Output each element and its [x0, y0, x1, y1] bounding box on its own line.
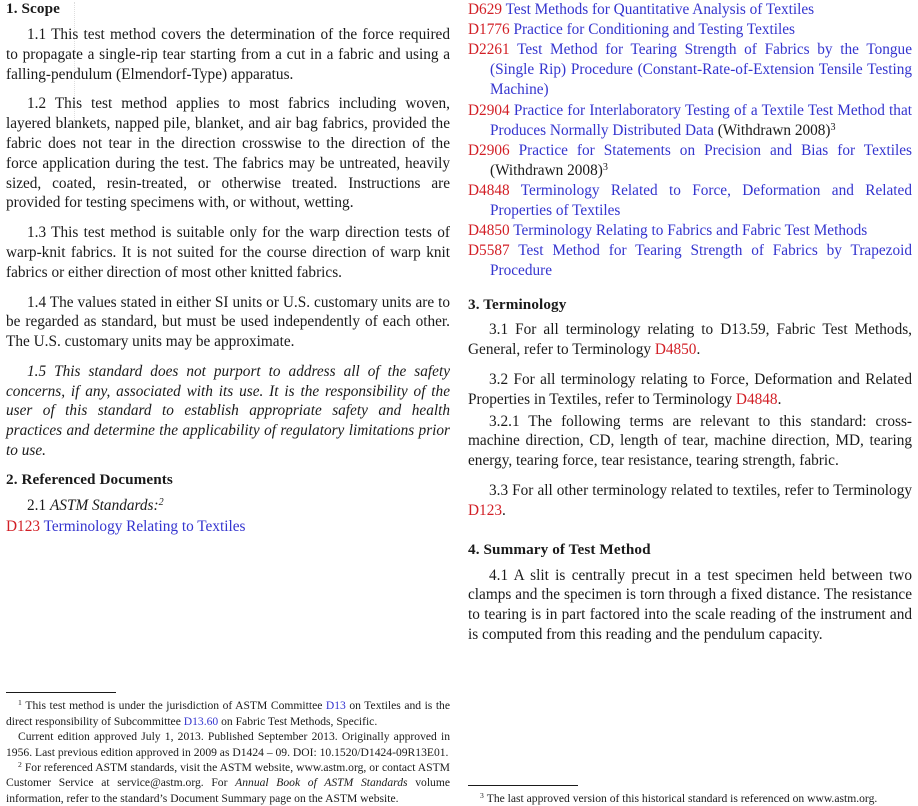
reference-designation[interactable]: D2261: [468, 41, 510, 59]
reference-withdrawn-note: (Withdrawn 2008): [490, 161, 603, 179]
heading-terminology: 3. Terminology: [468, 295, 567, 313]
list-item[interactable]: [6, 517, 450, 537]
paragraph-3-2: [468, 370, 912, 410]
reference-footnote-marker: 3: [602, 161, 608, 173]
paragraph-3-2-period: .: [777, 390, 782, 408]
list-item[interactable]: [468, 40, 912, 100]
paragraph-3-1-period: .: [696, 341, 701, 359]
reference-designation[interactable]: D629: [468, 1, 502, 18]
paragraph-3-3-period: .: [502, 501, 506, 519]
paragraph-3-2-reference-link[interactable]: D4848: [735, 390, 778, 408]
paragraph-3-2-text: 3.2 For all terminology relating to Force, Deformation and Related Properties in Textiles, refer to Terminology: [468, 371, 912, 408]
paragraph-3-3-text: 3.3 For all other terminology related to textiles, refer to Terminology: [489, 482, 912, 500]
reference-designation[interactable]: D123: [6, 517, 40, 535]
list-item[interactable]: [468, 141, 912, 181]
reference-withdrawn-note: (Withdrawn 2008): [713, 121, 831, 139]
heading-referenced-documents: 2. Referenced Documents: [6, 470, 173, 488]
reference-designation[interactable]: D1776: [468, 21, 510, 39]
reference-title[interactable]: Terminology Related to Force, Deformation and Related Properties of Textiles: [490, 181, 912, 220]
right-column: [468, 0, 912, 806]
left-column-body: [6, 0, 450, 537]
footnote-2-book-title: Annual Book of ASTM Standards: [235, 776, 408, 790]
subheading-text: ASTM Standards:: [49, 496, 159, 514]
reference-title[interactable]: Practice for Interlaboratory Testing of a Textile Test Method that Produces Normally Distributed Data: [490, 101, 912, 139]
reference-title[interactable]: Practice for Conditioning and Testing Textiles: [513, 21, 795, 39]
footnote-1-seg-4: on Fabric Test Methods, Specific.: [218, 714, 378, 728]
section-spacer: [468, 282, 912, 296]
left-column-footnotes: [6, 692, 450, 806]
list-item[interactable]: [468, 0, 912, 20]
reference-list-right: [468, 0, 912, 282]
footnote-divider: [468, 785, 578, 786]
footnote-edition-info: [6, 729, 450, 760]
reference-title[interactable]: Practice for Statements on Precision and Bias for Textiles: [518, 141, 912, 159]
list-item[interactable]: [468, 221, 912, 241]
reference-title[interactable]: Terminology Relating to Fabrics and Fabric Test Methods: [513, 222, 868, 240]
footnote-2-seg-0: For referenced ASTM standards, visit the ASTM website, www.astm.org, or contact ASTM Customer Service at service@astm.org. For: [6, 760, 450, 790]
paragraph-3-1-text: 3.1 For all terminology relating to D13.59, Fabric Test Methods, General, refer to Terminology: [468, 321, 912, 359]
reference-title[interactable]: Terminology Relating to Textiles: [43, 517, 246, 535]
footnote-2-marker: 2: [18, 759, 22, 769]
reference-designation[interactable]: D4850: [468, 222, 510, 240]
paragraph-1-3: 1.3 This test method is suitable only for the warp direction tests of warp-knit fabrics. It is not suited for the course direction of warp knit fabrics or either direction of most other knitted fabrics.: [6, 224, 450, 281]
list-item[interactable]: [468, 101, 912, 141]
heading-summary-of-test-method: 4. Summary of Test Method: [468, 540, 651, 558]
footnote-2-seg-2: volume information, refer to the standard’s Document Summary page on the ASTM website.: [6, 776, 450, 805]
paragraph-3-1: [468, 320, 912, 360]
reference-title[interactable]: Test Method for Tearing Strength of Fabrics by Trapezoid Procedure: [490, 242, 912, 280]
footnote-3-marker: 3: [480, 790, 484, 800]
paragraph-1-1: 1.1 This test method covers the determination of the force required to propagate a single-rip tear starting from a cut in a fabric and using a falling-pendulum (Elmendorf-Type) apparatus.: [6, 25, 450, 83]
footnote-1-subcommittee-link[interactable]: D13.60: [183, 714, 219, 728]
list-item[interactable]: [468, 241, 912, 281]
footnote-edition-text: Current edition approved July 1, 2013. Published September 2013. Originally approved in 1956. Last previous edition approved in 2009 as D1424 – 09. DOI: 10.1520/D1424-09R13E01.: [6, 730, 450, 759]
heading-scope: 1. Scope: [6, 0, 60, 17]
footnote-1-seg-0: This test method is under the jurisdiction of ASTM Committee: [25, 699, 326, 713]
paragraph-1-4: 1.4 The values stated in either SI units or U.S. customary units are to be regarded as standard, but must be used independently of each other. The U.S. customary units may be approximate.: [6, 293, 450, 351]
footnote-2: [6, 760, 450, 806]
paragraph-1-2: 1.2 This test method applies to most fabrics including woven, layered blankets, napped pile, blanket, and air bag fabrics, provided the fabric does not tear in the direction crosswise to the direction of the force application during the test. The fabrics may be untreated, heavily sized, coated, resin-treated, or otherwise treated. Instructions are provided for testing specimens with, or without, wetting.: [6, 95, 450, 212]
footnote-3-text: The last approved version of this historical standard is referenced on www.astm.org.: [486, 791, 878, 805]
right-column-footnotes: [468, 785, 912, 806]
reference-designation[interactable]: D4848: [468, 181, 510, 199]
subheading-astm-standards: [6, 496, 450, 516]
paragraph-3-3: [468, 481, 912, 521]
footnote-1-marker: 1: [18, 698, 22, 708]
reference-designation[interactable]: D2904: [468, 101, 510, 119]
left-column: [6, 0, 450, 806]
right-column-body: [468, 0, 912, 645]
footnote-1-seg-2: on Textiles and is the direct responsibility of Subcommittee: [6, 699, 451, 728]
subheading-number: 2.1: [27, 496, 47, 514]
reference-title[interactable]: Test Methods for Quantitative Analysis of Textiles: [505, 1, 815, 18]
paragraph-1-5: 1.5 This standard does not purport to address all of the safety concerns, if any, associated with its use. It is the responsibility of the user of this standard to establish appropriate safety and health practices and determine the applicability of regulatory limitations prior to use.: [6, 362, 450, 460]
subheading-footnote-marker: 2: [158, 496, 164, 508]
reference-designation[interactable]: D2906: [468, 141, 510, 159]
paragraph-4-1: 4.1 A slit is centrally precut in a test specimen held between two clamps and the specimen is torn through a fixed distance. The resistance to tearing is in part factored into the scale reading of the instrument and is computed from this reading and the pendulum capacity.: [468, 566, 912, 643]
reference-designation[interactable]: D5587: [468, 242, 510, 260]
footnote-3: [468, 791, 912, 806]
paragraph-3-1-reference-link[interactable]: D4850: [654, 341, 697, 359]
footnote-divider: [6, 692, 116, 693]
section-spacer: [468, 531, 912, 541]
footnote-1: [6, 698, 450, 729]
paragraph-3-2-1: 3.2.1 The following terms are relevant to this standard: cross-machine direction, CD, length of tear, machine direction, MD, tearing energy, tearing force, tear resistance, tearing strength, fabric.: [468, 412, 912, 470]
reference-title[interactable]: Test Method for Tearing Strength of Fabrics by the Tongue (Single Rip) Procedure (Constant-Rate-of-Extension Tensile Testing Machine): [490, 41, 912, 99]
list-item[interactable]: [468, 181, 912, 221]
paragraph-3-3-reference-link[interactable]: D123: [468, 501, 502, 519]
footnote-1-committee-link[interactable]: D13: [325, 699, 346, 713]
reference-list-left: [6, 517, 450, 537]
reference-footnote-marker: 3: [830, 121, 836, 133]
list-item[interactable]: [468, 20, 912, 40]
